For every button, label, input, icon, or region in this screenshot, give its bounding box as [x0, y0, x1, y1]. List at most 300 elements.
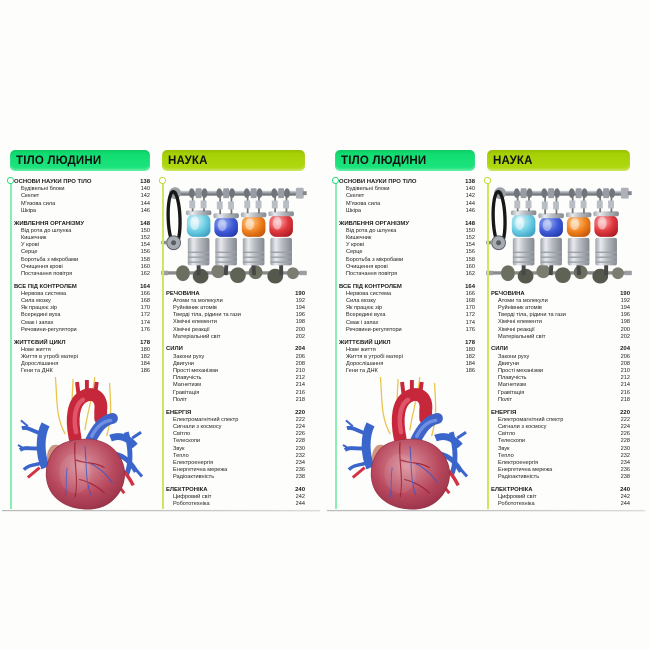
toc-row-page: 146 — [465, 207, 475, 214]
toc-row-page: 196 — [620, 312, 630, 319]
toc-row-page: 208 — [620, 360, 630, 367]
toc-row-label: Електроенергія — [498, 459, 539, 466]
column-title-science: НАУКА — [487, 150, 630, 171]
toc-row-page: 174 — [140, 319, 150, 326]
toc-row-label: Електромагнітний спектр — [498, 416, 564, 423]
toc-row — [491, 375, 630, 382]
toc-science — [487, 291, 630, 509]
accent-line — [162, 182, 164, 509]
toc-row-page: 160 — [140, 263, 150, 270]
toc-row-label: Атоми та молекули — [498, 297, 548, 304]
toc-row — [166, 410, 305, 417]
toc-row-label: Як працює зір — [346, 305, 383, 312]
toc-row-page: 152 — [465, 234, 475, 241]
toc-row-label: Гени та ДНК — [346, 368, 378, 375]
toc-row — [339, 264, 475, 271]
toc-row — [14, 312, 150, 319]
toc-row-page: 186 — [140, 368, 150, 375]
toc-row-label: Сигнали з космосу — [498, 423, 547, 430]
section-marker-ring-icon — [159, 177, 166, 184]
toc-row-page: 164 — [465, 283, 475, 290]
toc-row-label: Хімічні реакції — [173, 326, 210, 333]
engine-illustration — [485, 175, 633, 285]
toc-row-page: 202 — [295, 333, 305, 340]
toc-row-label: Телескопи — [498, 438, 525, 445]
toc-row — [491, 382, 630, 389]
accent-line — [10, 182, 12, 509]
toc-row-page: 156 — [140, 249, 150, 256]
toc-row-label: Гравітація — [498, 389, 525, 396]
column-title-human-body: ТІЛО ЛЮДИНИ — [335, 150, 475, 171]
column-science — [487, 150, 630, 512]
toc-row-page: 238 — [295, 474, 305, 481]
toc-row-page: 214 — [295, 382, 305, 389]
toc-row — [14, 347, 150, 354]
toc-row-label: ЕНЕРГІЯ — [491, 409, 517, 416]
toc-row — [166, 291, 305, 298]
toc-row-label: Речовини-регулятори — [346, 326, 402, 333]
toc-row — [166, 390, 305, 397]
toc-row — [339, 193, 475, 200]
toc-row-label: СИЛИ — [491, 346, 508, 353]
toc-row-label: Хімічні елементи — [173, 319, 217, 326]
toc-row-page: 234 — [620, 459, 630, 466]
toc-row — [339, 298, 475, 305]
accent-line — [335, 182, 337, 509]
toc-row-page: 178 — [465, 339, 475, 346]
page-spread — [0, 150, 325, 512]
toc-row-page: 180 — [465, 346, 475, 353]
toc-row — [339, 228, 475, 235]
toc-row — [491, 424, 630, 431]
toc-row — [339, 291, 475, 298]
toc-row-label: Боротьба з мікробами — [21, 256, 79, 263]
toc-row-page: 210 — [295, 368, 305, 375]
toc-row-page: 232 — [620, 452, 630, 459]
toc-row-label: Електромагнітний спектр — [173, 416, 239, 423]
toc-row-label: Магнетизм — [173, 382, 201, 389]
toc-row — [339, 179, 475, 186]
toc-row — [339, 361, 475, 368]
toc-row — [14, 264, 150, 271]
toc-row — [166, 438, 305, 445]
toc-row-page: 240 — [620, 487, 630, 494]
toc-row — [491, 305, 630, 312]
toc-row-label: Очищення крові — [346, 263, 388, 270]
toc-row-page: 228 — [295, 438, 305, 445]
toc-row-page: 204 — [620, 346, 630, 353]
column-title-science: НАУКА — [162, 150, 305, 171]
toc-row — [166, 397, 305, 404]
toc-row — [166, 453, 305, 460]
toc-row-label: Шкіра — [346, 207, 362, 214]
toc-row-label: Телескопи — [173, 438, 200, 445]
toc-row — [14, 201, 150, 208]
toc-row-page: 214 — [620, 382, 630, 389]
toc-row-page: 176 — [465, 326, 475, 333]
column-human-body — [335, 150, 475, 512]
toc-row-page: 148 — [465, 220, 475, 227]
toc-row-page: 226 — [620, 431, 630, 438]
toc-row — [166, 327, 305, 334]
toc-row — [166, 368, 305, 375]
toc-row — [166, 298, 305, 305]
toc-row-page: 170 — [465, 305, 475, 312]
toc-row — [166, 305, 305, 312]
toc-row-label: Прості механізми — [498, 368, 543, 375]
toc-row-label: Плавучість — [498, 375, 527, 382]
toc-row — [14, 221, 150, 228]
toc-row-label: Нове життя — [21, 346, 51, 353]
toc-row-page: 240 — [295, 487, 305, 494]
toc-row-label: РЕЧОВИНА — [166, 290, 200, 297]
toc-row-page: 224 — [295, 423, 305, 430]
toc-row-label: ЖИТТЄВИЙ ЦИКЛ — [14, 339, 66, 346]
toc-row — [166, 319, 305, 326]
toc-row-label: ЕНЕРГІЯ — [166, 409, 192, 416]
toc-row — [491, 446, 630, 453]
toc-row-page: 140 — [140, 186, 150, 193]
toc-row-label: Електроенергія — [173, 459, 214, 466]
toc-row-label: Енергетична мережа — [173, 467, 228, 474]
column-science — [162, 150, 305, 512]
toc-row — [14, 242, 150, 249]
toc-row-label: Звук — [173, 445, 185, 452]
toc-row-label: Боротьба з мікробами — [346, 256, 404, 263]
toc-row — [14, 291, 150, 298]
toc-row-label: Сила мозку — [346, 298, 376, 305]
toc-row-page: 198 — [295, 319, 305, 326]
toc-row — [166, 354, 305, 361]
toc-row — [166, 417, 305, 424]
toc-row-page: 192 — [295, 297, 305, 304]
toc-row-label: Смак і запах — [346, 319, 379, 326]
toc-row-label: ОСНОВИ НАУКИ ПРО ТІЛО — [14, 179, 92, 185]
toc-row-page: 206 — [620, 353, 630, 360]
toc-row-label: Від рота до шлунка — [346, 227, 397, 234]
toc-row-label: Постачання повітря — [21, 270, 73, 277]
toc-row — [491, 390, 630, 397]
toc-row-page: 158 — [465, 256, 475, 263]
toc-row-label: Скелет — [21, 193, 40, 200]
toc-row — [14, 179, 150, 186]
toc-row-label: Серце — [21, 249, 38, 256]
toc-row-label: ЖИВЛЕННЯ ОРГАНІЗМУ — [339, 220, 409, 227]
toc-row — [491, 368, 630, 375]
toc-row-label: Постачання повітря — [346, 270, 398, 277]
toc-row — [166, 460, 305, 467]
toc-row — [166, 382, 305, 389]
toc-row-label: Радіоактивність — [173, 474, 215, 481]
toc-row-label: Прості механізми — [173, 368, 218, 375]
toc-row-label: РЕЧОВИНА — [491, 290, 525, 297]
toc-row-page: 216 — [295, 389, 305, 396]
toc-row-page: 242 — [295, 494, 305, 501]
toc-row-page: 138 — [465, 179, 475, 185]
toc-row-label: Хімічні елементи — [498, 319, 542, 326]
page-spread-duplicate — [325, 150, 650, 512]
column-title-human-body: ТІЛО ЛЮДИНИ — [10, 150, 150, 171]
toc-row-label: Речовини-регулятори — [21, 326, 77, 333]
toc-row-label: Від рота до шлунка — [21, 227, 72, 234]
toc-science — [162, 291, 305, 509]
toc-row-page: 200 — [295, 326, 305, 333]
toc-row-label: Закони руху — [498, 353, 530, 360]
toc-row-page: 242 — [620, 494, 630, 501]
toc-row-page: 218 — [295, 396, 305, 403]
toc-row-label: Нове життя — [346, 346, 376, 353]
toc-row-label: Робототехніка — [498, 501, 535, 508]
toc-row-page: 184 — [465, 361, 475, 368]
toc-row-page: 224 — [620, 423, 630, 430]
toc-row-page: 148 — [140, 220, 150, 227]
toc-row — [14, 186, 150, 193]
toc-row-page: 230 — [620, 445, 630, 452]
toc-row-page: 186 — [465, 368, 475, 375]
toc-row — [491, 494, 630, 501]
toc-row-page: 236 — [295, 467, 305, 474]
toc-row-label: Дорослішання — [21, 361, 59, 368]
toc-row-label: Двигуни — [173, 360, 194, 367]
toc-row-page: 178 — [140, 339, 150, 346]
toc-row — [166, 346, 305, 353]
toc-row — [339, 312, 475, 319]
toc-row — [491, 501, 630, 508]
toc-row — [14, 257, 150, 264]
toc-row-page: 154 — [465, 242, 475, 249]
section-marker-ring-icon — [332, 177, 339, 184]
toc-row-label: Цифровий світ — [498, 494, 537, 501]
column-human-body — [10, 150, 150, 512]
toc-row — [166, 312, 305, 319]
section-marker-ring-icon — [484, 177, 491, 184]
toc-row-page: 142 — [465, 193, 475, 200]
toc-row — [14, 368, 150, 375]
toc-row — [14, 320, 150, 327]
toc-row-page: 206 — [295, 353, 305, 360]
toc-row-label: Закони руху — [173, 353, 205, 360]
toc-row-page: 230 — [295, 445, 305, 452]
toc-row-label: Скелет — [346, 193, 365, 200]
toc-row-label: Кишечник — [21, 234, 47, 241]
toc-row-label: Нервова система — [21, 290, 67, 297]
spread-row — [0, 150, 650, 512]
toc-row — [14, 284, 150, 291]
toc-row — [491, 334, 630, 341]
toc-row-page: 222 — [620, 416, 630, 423]
toc-row — [339, 320, 475, 327]
toc-row-label: Нервова система — [346, 290, 392, 297]
toc-row-label: Очищення крові — [21, 263, 63, 270]
toc-row-label: Всередині вуха — [346, 312, 386, 319]
heart-illustration — [16, 377, 144, 512]
toc-row-label: Будівельні блоки — [346, 186, 390, 193]
toc-row-page: 162 — [465, 270, 475, 277]
toc-row-label: Шкіра — [21, 207, 37, 214]
toc-row-page: 190 — [620, 290, 630, 297]
toc-row — [14, 305, 150, 312]
toc-row — [491, 410, 630, 417]
toc-row-label: СИЛИ — [166, 346, 183, 353]
toc-row — [491, 397, 630, 404]
toc-row-label: Як працює зір — [21, 305, 58, 312]
toc-row — [491, 354, 630, 361]
toc-row-label: Життя в утробі матері — [346, 353, 403, 360]
toc-row-label: Хімічні реакції — [498, 326, 535, 333]
toc-human-body — [10, 179, 150, 376]
toc-row — [166, 375, 305, 382]
toc-row-page: 172 — [465, 312, 475, 319]
toc-row-page: 232 — [295, 452, 305, 459]
toc-row — [339, 305, 475, 312]
toc-row-label: Тепло — [498, 452, 514, 459]
toc-row-page: 244 — [620, 501, 630, 508]
toc-row-page: 142 — [140, 193, 150, 200]
toc-row — [491, 298, 630, 305]
toc-row-label: Гени та ДНК — [21, 368, 53, 375]
toc-row — [491, 319, 630, 326]
toc-row-label: Атоми та молекули — [173, 297, 223, 304]
toc-row-label: ЕЛЕКТРОНІКА — [166, 487, 208, 494]
toc-row-page: 222 — [295, 416, 305, 423]
toc-row-label: Всередині вуха — [21, 312, 61, 319]
toc-row-label: ВСЕ ПІД КОНТРОЛЕМ — [14, 283, 77, 290]
toc-human-body — [335, 179, 475, 376]
toc-row — [491, 417, 630, 424]
toc-row-page: 158 — [140, 256, 150, 263]
toc-row-page: 150 — [465, 227, 475, 234]
toc-row-page: 166 — [465, 290, 475, 297]
toc-row — [339, 347, 475, 354]
toc-row-label: Життя в утробі матері — [21, 353, 78, 360]
toc-row — [14, 249, 150, 256]
toc-row-label: Сигнали з космосу — [173, 423, 222, 430]
toc-row-page: 180 — [140, 346, 150, 353]
toc-row-page: 226 — [295, 431, 305, 438]
toc-row-page: 204 — [295, 346, 305, 353]
toc-row — [491, 361, 630, 368]
toc-row — [491, 346, 630, 353]
toc-row — [491, 291, 630, 298]
toc-row-label: У крові — [21, 242, 39, 249]
toc-row-page: 150 — [140, 227, 150, 234]
toc-row-page: 152 — [140, 234, 150, 241]
toc-row — [14, 361, 150, 368]
toc-row — [491, 460, 630, 467]
toc-row-label: Руйнівник атомів — [173, 304, 217, 311]
toc-row-page: 146 — [140, 207, 150, 214]
toc-row-label: Звук — [498, 445, 510, 452]
toc-row-page: 198 — [620, 319, 630, 326]
toc-row-page: 168 — [465, 298, 475, 305]
toc-row-page: 196 — [295, 312, 305, 319]
toc-row-page: 190 — [295, 290, 305, 297]
toc-row — [339, 235, 475, 242]
toc-row-page: 182 — [140, 353, 150, 360]
toc-row — [491, 438, 630, 445]
toc-row-page: 160 — [465, 263, 475, 270]
toc-row-label: Руйнівник атомів — [498, 304, 542, 311]
toc-row — [14, 235, 150, 242]
toc-row-label: Сила мозку — [21, 298, 51, 305]
toc-row — [14, 228, 150, 235]
toc-row — [166, 474, 305, 481]
toc-row-page: 144 — [140, 200, 150, 207]
toc-row-page: 174 — [465, 319, 475, 326]
toc-row-page: 182 — [465, 353, 475, 360]
toc-row — [339, 208, 475, 215]
toc-row — [339, 354, 475, 361]
toc-row-page: 176 — [140, 326, 150, 333]
toc-row-label: Серце — [346, 249, 363, 256]
toc-row — [339, 221, 475, 228]
toc-row-label: Радіоактивність — [498, 474, 540, 481]
toc-row-page: 244 — [295, 501, 305, 508]
toc-row-label: ВСЕ ПІД КОНТРОЛЕМ — [339, 283, 402, 290]
toc-row-label: Робототехніка — [173, 501, 210, 508]
toc-row — [339, 249, 475, 256]
toc-row-label: ОСНОВИ НАУКИ ПРО ТІЛО — [339, 179, 417, 185]
toc-row-label: Плавучість — [173, 375, 202, 382]
toc-row-page: 168 — [140, 298, 150, 305]
toc-row-page: 212 — [295, 375, 305, 382]
toc-row-page: 200 — [620, 326, 630, 333]
heart-illustration — [341, 377, 469, 512]
toc-row-page: 140 — [465, 186, 475, 193]
toc-row-page: 172 — [140, 312, 150, 319]
toc-row-page: 220 — [295, 409, 305, 416]
toc-row-label: Енергетична мережа — [498, 467, 553, 474]
toc-row-page: 192 — [620, 297, 630, 304]
toc-row — [14, 193, 150, 200]
toc-row — [491, 474, 630, 481]
toc-row-label: М'язова сила — [21, 200, 56, 207]
toc-row-label: Політ — [173, 396, 188, 403]
toc-row-label: Матеріальний світ — [173, 333, 221, 340]
toc-row-label: ЕЛЕКТРОНІКА — [491, 487, 533, 494]
toc-row — [491, 453, 630, 460]
toc-row — [14, 208, 150, 215]
toc-row — [339, 257, 475, 264]
toc-row-page: 216 — [620, 389, 630, 396]
toc-row-page: 208 — [295, 360, 305, 367]
toc-row — [339, 201, 475, 208]
toc-row-page: 162 — [140, 270, 150, 277]
toc-row — [339, 186, 475, 193]
toc-row-page: 164 — [140, 283, 150, 290]
toc-row — [166, 431, 305, 438]
toc-row-label: Тверді тіла, рідини та гази — [498, 312, 566, 319]
toc-row-label: Тверді тіла, рідини та гази — [173, 312, 241, 319]
toc-row — [14, 354, 150, 361]
toc-row-page: 228 — [620, 438, 630, 445]
accent-line — [487, 182, 489, 509]
toc-row-page: 194 — [295, 304, 305, 311]
toc-row-page: 194 — [620, 304, 630, 311]
toc-row-page: 220 — [620, 409, 630, 416]
toc-row — [491, 327, 630, 334]
toc-row — [339, 271, 475, 278]
toc-row-label: ЖИВЛЕННЯ ОРГАНІЗМУ — [14, 220, 84, 227]
toc-row-page: 210 — [620, 368, 630, 375]
toc-row-label: Світло — [173, 431, 191, 438]
toc-row — [339, 242, 475, 249]
toc-row — [166, 501, 305, 508]
toc-row-page: 166 — [140, 290, 150, 297]
toc-row — [166, 334, 305, 341]
toc-row — [339, 284, 475, 291]
toc-row — [166, 361, 305, 368]
